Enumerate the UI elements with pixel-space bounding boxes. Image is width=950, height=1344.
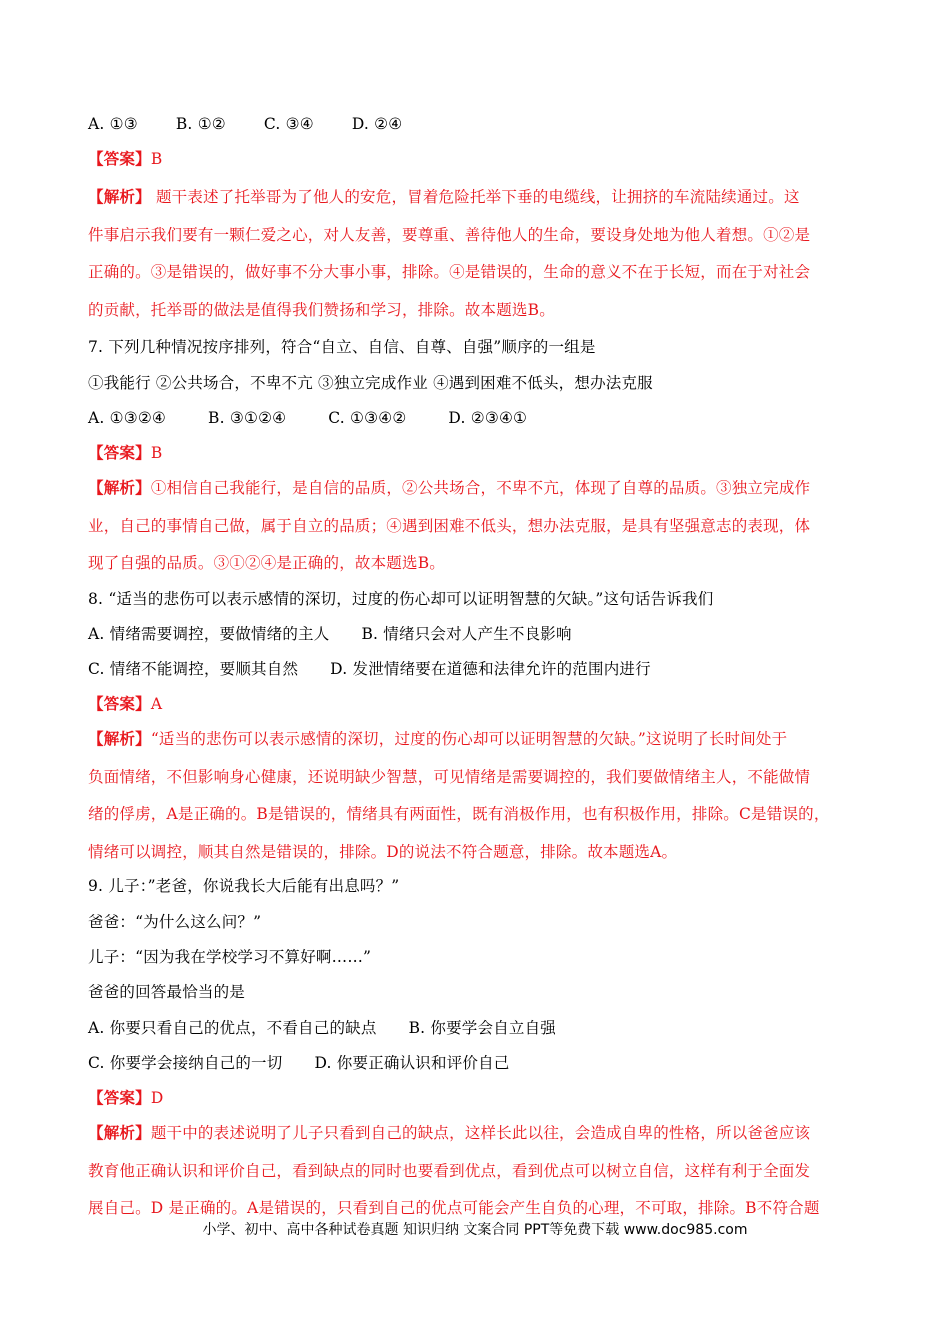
block-options xyxy=(88,408,527,428)
option-text: A. 情绪需要调控，要做情绪的主人 xyxy=(88,625,330,643)
question-stem: 8. “适当的悲伤可以表示感情的深切，过度的伤心却可以证明智慧的欠缺。”这句话告诉我们 xyxy=(88,590,714,608)
analysis-line xyxy=(88,187,800,207)
option-text: D. ②③④① xyxy=(448,409,528,427)
analysis-text: 件事启示我们要有一颗仁爱之心，对人友善，要尊重、善待他人的生命，要设身处地为他人着想。①②是 xyxy=(88,225,811,244)
options-line xyxy=(88,408,527,428)
answer-value: D xyxy=(150,1089,164,1107)
analysis-text: 现了自强的品质。③①②④是正确的，故本题选B。 xyxy=(88,554,445,573)
option-text: C. ①③④② xyxy=(328,409,407,427)
option-text: D. 发泄情绪要在道德和法律允许的范围内进行 xyxy=(330,660,651,678)
analysis-line xyxy=(88,478,810,498)
text-line: 爸爸的回答最恰当的是 xyxy=(88,983,246,1001)
option-text: C. ③④ xyxy=(263,115,314,133)
block-answer xyxy=(88,149,162,169)
answer-label: 【答案】 xyxy=(88,694,151,713)
analysis-line xyxy=(88,553,445,573)
option-text: A. 你要只看自己的优点，不看自己的缺点 xyxy=(88,1019,377,1037)
block-options2 xyxy=(88,1018,556,1038)
answer-value: B xyxy=(150,444,163,462)
block-plain xyxy=(88,373,653,393)
analysis-text: “适当的悲伤可以表示感情的深切，过度的伤心却可以证明智慧的欠缺。”这说明了长时间处于 xyxy=(150,730,788,748)
option-text: B. 你要学会自立自强 xyxy=(408,1019,557,1037)
block-question xyxy=(88,337,596,357)
options-line xyxy=(88,1018,556,1038)
text-line: ①我能行 ②公共场合，不卑不亢 ③独立完成作业 ④遇到困难不低头，想办法克服 xyxy=(88,374,653,392)
analysis-line xyxy=(88,225,810,245)
analysis-line xyxy=(88,516,810,536)
analysis-line xyxy=(88,300,555,320)
answer-label: 【答案】 xyxy=(88,1088,151,1107)
option-text: A. ①③ xyxy=(88,115,138,133)
analysis-text: 题干表述了托举哥为了他人的安危，冒着危险托举下垂的电缆线，让拥挤的车流陆续通过。这 xyxy=(150,188,800,206)
analysis-text: ①相信自己我能行，是自信的品质，②公共场合，不卑不亢，体现了自尊的品质。③独立完成作 xyxy=(150,479,811,497)
analysis-label: 【解析】 xyxy=(88,1123,151,1142)
answer-line xyxy=(88,149,162,169)
option-text: B. ③①②④ xyxy=(208,409,287,427)
block-question xyxy=(88,876,399,896)
analysis-text: 教育他正确认识和评价自己，看到缺点的同时也要看到优点，看到优点可以树立自信，这样有利于全面发 xyxy=(88,1161,811,1180)
options-line xyxy=(88,659,651,679)
block-question xyxy=(88,589,713,609)
analysis-text: 绪的俘虏，A是正确的。B是错误的，情绪具有两面性，既有消极作用，也有积极作用，排除。C是错误的， xyxy=(88,805,830,824)
block-answer xyxy=(88,443,162,463)
question-stem: 9. 儿子：”老爸，你说我长大后能有出息吗？” xyxy=(88,877,400,895)
analysis-line xyxy=(88,1161,810,1181)
options-line xyxy=(88,114,402,134)
answer-line xyxy=(88,694,162,714)
analysis-line xyxy=(88,262,810,282)
analysis-text: 的贡献，托举哥的做法是值得我们赞扬和学习，排除。故本题选B。 xyxy=(88,300,555,319)
block-answer xyxy=(88,1088,163,1108)
analysis-line xyxy=(88,842,677,862)
analysis-text: 题干中的表述说明了儿子只看到自己的缺点，这样长此以往，会造成自卑的性格，所以爸爸应该 xyxy=(150,1124,811,1142)
analysis-text: 情绪可以调控，顺其自然是错误的，排除。D的说法不符合题意，排除。故本题选A。 xyxy=(88,842,678,861)
block-plain xyxy=(88,947,371,967)
analysis-label: 【解析】 xyxy=(88,729,151,748)
analysis-line xyxy=(88,1198,820,1218)
text-line: 爸爸：“为什么这么问？” xyxy=(88,913,262,931)
block-options xyxy=(88,114,402,134)
option-text: B. ①② xyxy=(175,115,226,133)
analysis-line xyxy=(88,804,830,824)
analysis-label: 【解析】 xyxy=(88,187,151,206)
analysis-text: 业，自己的事情自己做，属于自立的品质；④遇到困难不低头，想办法克服，是具有坚强意志的表现，体 xyxy=(88,516,811,535)
option-text: D. 你要正确认识和评价自己 xyxy=(314,1054,510,1072)
block-options2 xyxy=(88,624,572,644)
option-text: C. 你要学会接纳自己的一切 xyxy=(88,1054,283,1072)
option-text: A. ①③②④ xyxy=(88,409,167,427)
analysis-text: 负面情绪，不但影响身心健康，还说明缺少智慧，可见情绪是需要调控的，我们要做情绪主人，不能做情 xyxy=(88,767,811,786)
block-options2 xyxy=(88,659,651,679)
block-plain xyxy=(88,912,261,932)
answer-value: B xyxy=(150,150,163,168)
page-footer: 小学、初中、高中各种试卷真题 知识归纳 文案合同 PPT等免费下载 www.doc985.com xyxy=(202,1222,748,1238)
answer-label: 【答案】 xyxy=(88,149,151,168)
analysis-line xyxy=(88,729,787,749)
text-line: 儿子：“因为我在学校学习不算好啊……” xyxy=(88,948,372,966)
block-options2 xyxy=(88,1053,510,1073)
options-line xyxy=(88,1053,510,1073)
option-text: C. 情绪不能调控，要顺其自然 xyxy=(88,660,299,678)
question-stem: 7. 下列几种情况按序排列，符合“自立、自信、自尊、自强”顺序的一组是 xyxy=(88,338,596,356)
analysis-line xyxy=(88,767,810,787)
answer-label: 【答案】 xyxy=(88,443,151,462)
analysis-line xyxy=(88,1123,810,1143)
answer-value: A xyxy=(150,695,163,713)
answer-line xyxy=(88,1088,163,1108)
analysis-text: 展自己。D 是正确的。A是错误的，只看到自己的优点可能会产生自负的心理，不可取，排除。B不符合题 xyxy=(88,1199,820,1218)
answer-line xyxy=(88,443,162,463)
option-text: D. ②④ xyxy=(351,115,403,133)
options-line xyxy=(88,624,572,644)
option-text: B. 情绪只会对人产生不良影响 xyxy=(361,625,572,643)
block-plain xyxy=(88,982,245,1002)
analysis-label: 【解析】 xyxy=(88,478,151,497)
block-answer xyxy=(88,694,162,714)
analysis-text: 正确的。③是错误的，做好事不分大事小事，排除。④是错误的，生命的意义不在于长短，而在于对社会 xyxy=(88,263,811,282)
